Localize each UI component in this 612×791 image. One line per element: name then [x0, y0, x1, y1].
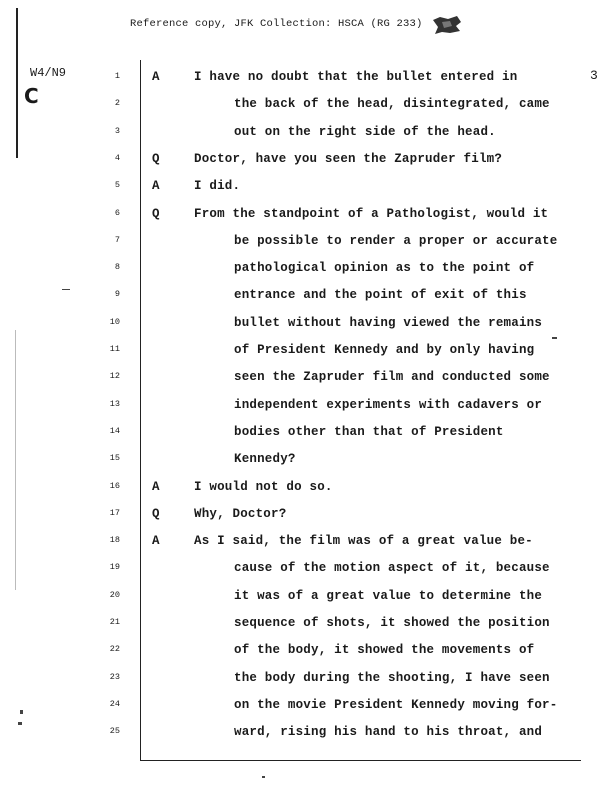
line-number: 15 — [109, 453, 120, 464]
line-number: 9 — [114, 289, 120, 300]
margin-code: W4/N9 — [30, 66, 67, 80]
transcript-line-text: of the body, it showed the movements of — [234, 643, 535, 658]
speaker-label: Q — [152, 151, 160, 166]
line-number: 21 — [109, 617, 120, 627]
line-number: 17 — [109, 507, 120, 518]
transcript-line-text: Why, Doctor? — [194, 506, 287, 521]
transcript-line-text: the back of the head, disintegrated, came — [234, 97, 550, 112]
page-number: 3 — [590, 68, 598, 83]
transcript-line-text: on the movie President Kennedy moving for- — [234, 697, 558, 712]
transcript-line-text: cause of the motion aspect of it, because — [234, 561, 550, 576]
line-number: 16 — [109, 480, 120, 491]
transcript-line-text: Kennedy? — [234, 452, 296, 467]
scan-speck — [62, 289, 70, 290]
line-number: 22 — [109, 644, 120, 655]
transcript-line-text: pathological opinion as to the point of — [234, 261, 535, 276]
line-number: 18 — [109, 535, 120, 546]
line-number: 6 — [114, 207, 120, 218]
speaker-label: A — [152, 70, 160, 84]
transcript-line-text: ward, rising his hand to his throat, and — [234, 725, 543, 740]
archive-header: Reference copy, JFK Collection: HSCA (RG 233) — [130, 18, 423, 30]
transcript-line-text: entrance and the point of exit of this — [234, 288, 527, 303]
transcript-line-text: From the standpoint of a Pathologist, would it — [194, 206, 549, 221]
line-number: 23 — [109, 671, 120, 682]
transcript-line-text: As I said, the film was of a great value be- — [194, 534, 533, 549]
line-number: 2 — [114, 98, 120, 109]
speaker-label: A — [152, 534, 160, 549]
speaker-label: Q — [152, 206, 160, 221]
line-number: 24 — [109, 698, 120, 709]
transcript-line-text: independent experiments with cadavers or — [234, 397, 543, 412]
scan-speck — [18, 722, 22, 725]
speaker-label: A — [152, 179, 160, 194]
line-number: 19 — [109, 562, 120, 573]
line-number: 7 — [114, 234, 120, 245]
transcript-line-text: the body during the shooting, I have seen — [234, 670, 550, 685]
transcript-line-text: I did. — [194, 179, 241, 194]
line-number: 20 — [109, 589, 120, 600]
line-number: 12 — [109, 371, 120, 382]
line-number: 1 — [114, 71, 120, 81]
transcript-line-text: sequence of shots, it showed the position — [234, 616, 550, 630]
ink-stamp-mark — [430, 14, 464, 36]
scan-speck — [20, 710, 23, 714]
line-number: 4 — [114, 152, 120, 163]
transcript-line-text: it was of a great value to determine the — [234, 588, 543, 603]
line-number: 25 — [109, 726, 120, 737]
left-margin-rule — [16, 8, 18, 158]
speaker-label: A — [152, 479, 160, 494]
line-number: 10 — [109, 316, 120, 327]
transcript-line-text: be possible to render a proper or accurate — [234, 233, 558, 248]
transcript-line-text: bullet without having viewed the remains — [234, 315, 543, 330]
transcript-line-text: of President Kennedy and by only having — [234, 343, 535, 357]
margin-handwritten-mark: C — [24, 84, 39, 108]
left-margin-rule-faint — [15, 330, 16, 590]
line-number: 3 — [114, 125, 120, 136]
line-number: 13 — [109, 398, 120, 409]
transcript-line-text: bodies other than that of President — [234, 424, 504, 439]
line-number: 14 — [109, 425, 120, 436]
line-number: 8 — [114, 262, 120, 273]
transcript-line-text: I would not do so. — [194, 479, 333, 494]
line-number: 5 — [114, 180, 120, 191]
transcript-line-text: seen the Zapruder film and conducted some — [234, 370, 550, 385]
line-number: 11 — [109, 344, 120, 354]
scan-speck — [262, 776, 265, 778]
speaker-label: Q — [152, 506, 160, 521]
transcript-line-text: I have no doubt that the bullet entered in — [194, 70, 518, 84]
transcript-line-text: Doctor, have you seen the Zapruder film? — [194, 151, 503, 166]
scan-speck — [552, 337, 557, 339]
transcript-line-text: out on the right side of the head. — [234, 124, 496, 139]
